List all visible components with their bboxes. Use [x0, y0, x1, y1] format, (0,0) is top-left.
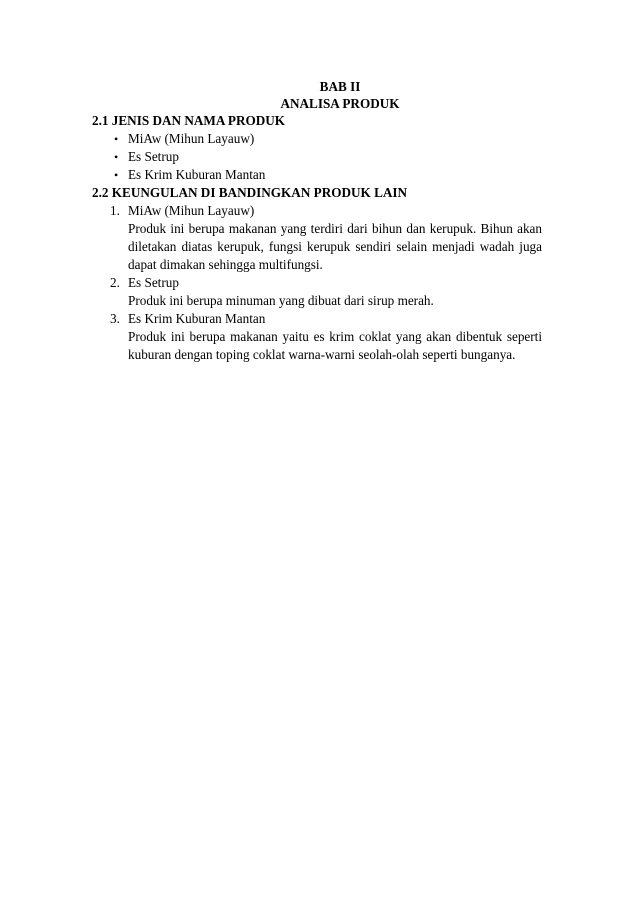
bullet-icon: • — [114, 150, 119, 164]
list-item — [92, 274, 542, 310]
list-item-title: Es Setrup — [128, 275, 179, 290]
list-item-text: Es Krim Kuburan Mantan — [128, 167, 266, 182]
list-number: 2. — [110, 275, 120, 290]
list-item-text: Es Setrup — [128, 149, 179, 164]
chapter-header — [92, 78, 548, 112]
bullet-icon: • — [114, 168, 119, 182]
section-product-types — [92, 112, 542, 184]
list-item-text: MiAw (Mihun Layauw) — [128, 131, 255, 146]
section-heading: 2.2 KEUNGULAN DI BANDINGKAN PRODUK LAIN — [92, 185, 408, 200]
chapter-number: BAB II — [319, 79, 361, 94]
list-item-description: Produk ini berupa minuman yang dibuat dari sirup merah. — [128, 293, 434, 308]
list-number: 3. — [110, 311, 120, 326]
bullet-icon: • — [114, 132, 119, 146]
section-product-advantages — [92, 184, 542, 364]
list-item — [92, 130, 542, 148]
advantage-numbered-list — [92, 202, 542, 364]
list-item-title: MiAw (Mihun Layauw) — [128, 203, 255, 218]
section-heading: 2.1 JENIS DAN NAMA PRODUK — [92, 113, 286, 128]
product-bullet-list — [92, 130, 542, 184]
chapter-title: ANALISA PRODUK — [280, 96, 400, 111]
list-item-description: Produk ini berupa makanan yaitu es krim coklat yang akan dibentuk seperti kuburan dengan toping coklat warna-warni seolah-olah seperti bunganya. — [128, 329, 542, 362]
list-item-description: Produk ini berupa makanan yang terdiri dari bihun dan kerupuk. Bihun akan diletakan diatas kerupuk, fungsi kerupuk sendiri selain menjadi wadah juga dapat dimakan sehingga multifungsi. — [128, 221, 542, 272]
list-item — [92, 202, 542, 274]
list-item-title: Es Krim Kuburan Mantan — [128, 311, 266, 326]
list-item — [92, 166, 542, 184]
list-item — [92, 148, 542, 166]
list-item — [92, 310, 542, 364]
list-number: 1. — [110, 203, 120, 218]
